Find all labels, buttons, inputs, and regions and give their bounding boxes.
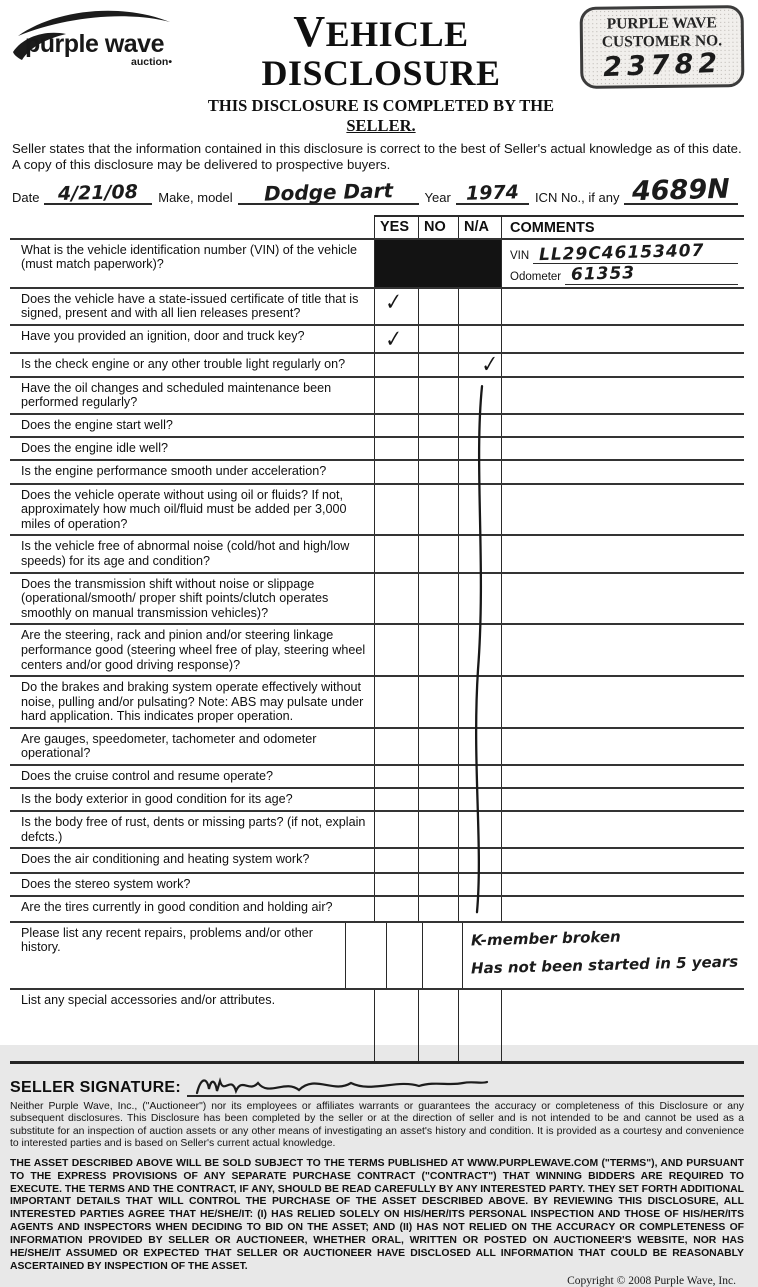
handwritten-comment-line: Has not been started in 5 years [470,952,739,978]
purple-wave-logo [10,6,182,72]
comment-field-value: 61353 [570,262,636,285]
na-cell [458,874,501,895]
no-cell [418,326,458,352]
table-row [10,287,744,324]
seller-signature [187,1071,744,1097]
table-row [10,895,744,921]
question-cell: Is the check engine or any other trouble light regularly on? [21,356,346,371]
table-row [10,727,744,764]
page-title: VEHICLE DISCLOSURE [261,7,501,93]
na-cell [458,378,501,413]
na-cell [458,677,501,727]
na-cell [458,766,501,787]
table-row [10,872,744,895]
comments-cell [501,326,744,352]
na-cell [458,574,501,624]
question-cell: Is the vehicle free of abnormal noise (cold/hot and high/low speeds) for its age and condition? [21,539,350,568]
logo-tagline: auction• [130,56,172,68]
checkmark-icon: ✓ [481,349,500,378]
yes-cell [374,789,418,810]
yes-cell [374,574,418,624]
no-cell [386,923,423,988]
table-row [10,349,744,378]
no-cell [418,625,458,675]
comments-cell [501,574,744,624]
date-label: Date [12,189,40,205]
no-cell [418,766,458,787]
vehicle-info-fields [12,173,744,207]
seller-signature-label: SELLER SIGNATURE: [10,1078,182,1096]
no-cell [418,789,458,810]
no-cell [418,990,458,1061]
intro-text: Seller states that the information contained in this disclosure is correct to the best of Seller's actual knowledge as of this date. A copy of this disclosure may be delivered to prospective buyers. [12,140,742,173]
blacked-out-answer-cell [374,240,501,287]
yes-cell [374,415,418,436]
table-row [10,376,744,413]
yes-cell [374,354,418,376]
yes-cell [345,923,385,988]
make-model-value: Dodge Dart [263,177,393,206]
question-cell: Does the transmission shift without noise or slippage (operational/smooth/ proper shift points/clutch operates smoothly on manual transmission vehicles)? [21,576,329,620]
no-cell [418,378,458,413]
na-cell [458,326,501,352]
table-row [10,675,744,727]
year-value: 1974 [465,180,520,205]
no-cell [418,812,458,847]
comment-field-label: VIN [510,249,530,262]
question-cell: Does the engine idle well? [21,440,169,455]
no-cell [418,536,458,571]
table-row [10,413,744,436]
yes-cell [374,677,418,727]
question-cell: Are the tires currently in good condition and holding air? [21,899,333,914]
disclosure-table [10,215,744,1064]
comments-cell [501,874,744,895]
question-cell: Are the steering, rack and pinion and/or steering linkage performance good (steering wheel free of play, steering wheel centers and/or good driving response)? [21,628,366,672]
comment-field-line [533,240,738,265]
comments-cell [501,812,744,847]
icn-value: 4689N [631,173,731,207]
comments-cell [501,240,744,287]
no-cell [418,729,458,764]
copyright-text: Copyright © 2008 Purple Wave, Inc. [567,1274,736,1287]
comments-cell [462,923,744,988]
col-header-na: N/A [458,215,501,238]
table-row [10,324,744,352]
comments-cell [501,536,744,571]
table-header-row [10,215,744,238]
disclaimer-text: Neither Purple Wave, Inc., ("Auctioneer") nor its employees or affiliates warrants or guarantees the accuracy or completeness of this Disclosure or any subsequent disclosures. This Disclosure has been completed by the seller or at the direction of seller and is not intended to be and cannot be used as a substitute for an inspection of auction assets or any other means of investigating an asset's history and condition. It is provided as a courtesy and convenience to interested parties and is based on Seller's current actual knowledge. [10,1100,744,1150]
checkmark-icon: ✓ [384,324,403,353]
question-column-spacer [10,215,374,238]
no-cell [418,415,458,436]
table-body [10,238,744,1061]
date-value: 4/21/08 [58,180,139,205]
table-row [10,436,744,459]
no-cell [418,849,458,872]
no-cell [418,874,458,895]
comments-cell [501,677,744,727]
yes-cell [374,378,418,413]
na-cell [458,461,501,483]
stamp-line2: CUSTOMER NO. [601,32,723,51]
table-row [10,764,744,787]
comments-cell [501,789,744,810]
question-cell: Does the stereo system work? [21,877,191,892]
na-cell [458,415,501,436]
comment-field-line [565,262,738,285]
yes-cell [374,729,418,764]
date-field [44,180,152,205]
make-model-field [238,177,419,206]
na-cell [458,789,501,810]
question-cell: List any special accessories and/or attributes. [21,992,276,1007]
question-cell: Is the body exterior in good condition for its age? [21,792,293,807]
comments-cell [501,990,744,1061]
question-cell: What is the vehicle identification number (VIN) of the vehicle (must match paperwork)? [21,242,357,272]
col-header-comments: COMMENTS [501,215,744,238]
no-cell [418,485,458,535]
handwritten-comment-line: K-member broken [470,927,621,950]
comments-cell [501,485,744,535]
terms-text: THE ASSET DESCRIBED ABOVE WILL BE SOLD SUBJECT TO THE TERMS PUBLISHED AT WWW.PURPLEWAVE.COM ("TERMS"), AND PURSUANT TO THE EXPRESS PROVISIONS OF ANY SEPARATE PURCHASE CONTRACT ("CONTRACT") THAT WINNING BIDDERS ARE REQUIRED TO EXECUTE. THE TERMS AND THE CONTRACT, IF ANY, SHOULD BE READ CAREFULLY BY ANY INTERESTED PARTY. THEY SET FORTH ADDITIONAL IMPORTANT DETAILS THAT WILL CONTROL THE PURCHASE OF THE ASSET DESCRIBED ABOVE. BY REVIEWING THIS DISCLOSURE, ALL INTERESTED PARTIES AGREE THAT HE/SHE/IT: (I) HAS RELIED SOLELY ON HIS/HER/ITS PERSONAL INSPECTION AND THOSE OF HIS/HER/ITS AGENTS AND INSPECTORS WHEN DECIDING TO BID ON THE ASSET; AND (II) HAS NOT RELIED ON THE ACCURACY OR COMPLETENESS OF INFORMATION PROVIDED BY SELLER OR AUCTIONEER, WHETHER ORAL, WRITTEN OR POSTED ON AUCTIONEER'S WEBSITE, NOR HAS HE/SHE/IT ASSUMED OR EXPECTED THAT SELLER OR AUCTIONEER HAVE DISCLOSED ALL INFORMATION THAT COULD BE REASONABLY ASCERTAINED BY INSPECTION OF THE ASSET. [10,1157,744,1272]
question-cell: Does the air conditioning and heating system work? [21,852,310,867]
comments-cell [501,766,744,787]
no-cell [418,677,458,727]
yes-cell [374,990,418,1061]
comment-field [510,240,738,265]
comments-cell [501,461,744,483]
signature-ink-icon [191,1067,491,1101]
handwritten-comments [470,926,739,978]
no-cell [418,438,458,459]
no-cell [418,897,458,921]
na-cell [458,849,501,872]
comments-cell [501,625,744,675]
yes-cell [374,326,418,352]
table-row [10,534,744,571]
yes-cell [374,897,418,921]
table-row [10,572,744,624]
question-cell: Does the cruise control and resume operate? [21,769,274,784]
yes-cell [374,766,418,787]
na-cell [458,897,501,921]
table-row [10,623,744,675]
question-cell: Have you provided an ignition, door and truck key? [21,328,305,343]
comments-cell [501,438,744,459]
yes-cell [374,289,418,324]
comments-cell [501,378,744,413]
question-cell: Is the engine performance smooth under acceleration? [21,463,327,478]
logo-wordmark: purple wave [25,30,164,58]
yes-cell [374,438,418,459]
comments-cell [501,289,744,324]
col-header-no: NO [418,215,458,238]
question-cell: Do the brakes and braking system operate effectively without noise, pulling and/or pulsating? Note: ABS may pulsate under hard application. This indicates proper operation. [21,680,364,724]
make-model-label: Make, model [158,189,233,205]
question-cell: Does the vehicle operate without using oil or fluids? If not, approximately how much oil/fluid must be added per 3,000 miles of operation? [21,487,347,531]
yes-cell [374,874,418,895]
yes-cell [374,625,418,675]
icn-label: ICN No., if any [534,189,620,205]
na-cell [458,289,501,324]
yes-cell [374,461,418,483]
signature-row [10,1069,744,1097]
customer-number-value: 23782 [602,47,723,83]
comment-field-value: LL29C46153407 [538,240,705,265]
question-cell: Is the body free of rust, dents or missing parts? (if not, explain defcts.) [21,815,366,844]
stamp-line1: PURPLE WAVE [606,14,717,33]
na-cell [458,438,501,459]
no-cell [418,354,458,376]
na-cell [458,729,501,764]
table-row [10,459,744,483]
yes-cell [374,485,418,535]
table-row [10,238,744,287]
na-cell [458,990,501,1061]
year-label: Year [424,189,451,205]
na-cell [458,536,501,571]
customer-number-stamp [580,5,745,89]
table-row [10,847,744,872]
comment-field [510,264,738,285]
no-cell [418,289,458,324]
yes-cell [374,536,418,571]
comments-cell [501,354,744,376]
na-cell [422,923,461,988]
table-row [10,810,744,847]
na-cell [458,349,501,378]
na-cell [458,485,501,535]
na-cell [458,812,501,847]
question-cell: Does the vehicle have a state-issued certificate of title that is signed, present and with all lien releases present? [21,291,359,321]
yes-cell [374,812,418,847]
page-subtitle: THIS DISCLOSURE IS COMPLETED BY THE SELLER. [207,95,555,135]
comments-cell [501,849,744,872]
col-header-yes: YES [374,215,418,238]
form-header [10,6,744,136]
table-row [10,483,744,535]
comments-cell [501,729,744,764]
question-cell: Does the engine start well? [21,417,173,432]
question-cell: Have the oil changes and scheduled maintenance been performed regularly? [21,380,332,410]
checkmark-icon: ✓ [384,287,403,316]
table-row [10,988,744,1061]
table-row [10,787,744,810]
icn-field [624,173,738,207]
no-cell [418,574,458,624]
na-cell [458,625,501,675]
year-field [456,180,529,205]
question-cell: Are gauges, speedometer, tachometer and odometer operational? [21,731,317,761]
comment-field-label: Odometer [510,270,562,283]
no-cell [418,461,458,483]
comments-cell [501,897,744,921]
comments-cell [501,415,744,436]
table-row [10,921,744,988]
yes-cell [374,849,418,872]
question-cell: Please list any recent repairs, problems and/or other history. [21,925,313,955]
